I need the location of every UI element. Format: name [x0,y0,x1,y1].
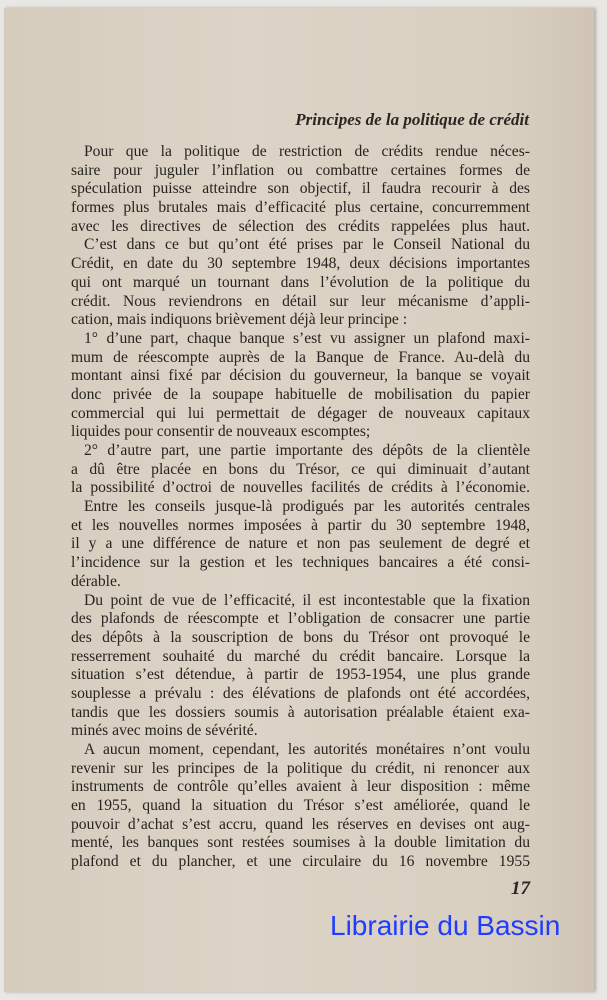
text-line: resserrement souhaité du marché du crédit bancaire. Lorsque la [71,647,530,665]
text-line: avec les directives de sélection des crédits rappelées plus haut. [71,217,530,235]
text-line: Crédit, en date du 30 septembre 1948, deux décisions importantes [71,255,530,273]
text-line: qui ont marqué un tournant dans l’évolution de la politique du [71,273,530,291]
text-line: crédit. Nous reviendrons en détail sur leur mécanisme d’appli- [71,292,530,310]
text-line: la possibilité d’octroi de nouvelles facilités de crédits à l’économie. [71,479,530,497]
text-line: il y a une différence de nature et non pas seulement de degré et [71,535,530,553]
text-line: 2° d’autre part, une partie importante des dépôts de la clientèle [84,442,530,459]
paragraph [71,592,530,742]
text-line: liquides pour consentir de nouveaux escomptes; [71,423,371,441]
text-line: formes plus brutales mais d’efficacité plus certaine, concurremment [71,199,530,217]
paragraph [71,741,530,872]
text-line: Entre les conseils jusque-là prodigués par les autorités centrales [84,498,530,516]
text-line: et les nouvelles normes imposées à partir du 30 septembre 1948, [71,516,530,534]
text-line: instruments de contrôle qu’elles avaient à leur disposition : même [71,778,530,796]
text-line: plafond et du plancher, et une circulaire du 16 novembre 1955 [71,853,530,871]
text-line: montant ainsi fixé par décision du gouverneur, la banque se voyait [71,367,530,385]
text-line: C’est dans ce but qu’ont été prises par le Conseil National du [84,236,530,254]
text-line: cation, mais indiquons brièvement déjà leur principe : [71,311,408,329]
text-line: Pour que la politique de restriction de crédits rendue néces- [84,143,530,160]
text-line: tandis que les dossiers soumis à autorisation préalable étaient exa- [71,703,530,721]
paragraph [71,143,530,236]
paragraph [71,442,530,498]
book-page [4,8,594,992]
text-line: a dû être placée en bons du Trésor, ce qui diminuait d’autant [71,460,530,478]
text-line: menté, les banques sont restées soumises à la double limitation du [71,834,530,852]
text-line: des dépôts à la souscription de bons du Trésor ont provoqué le [71,628,530,646]
text-line: souplesse a prévalu : des élévations de plafonds ont été accordées, [71,684,530,702]
text-line: saire pour juguler l’inflation ou combattre certaines formes de [71,161,530,179]
paragraph [71,498,530,591]
paragraph [71,236,530,329]
page-number: 17 [511,878,530,899]
running-head: Principes de la politique de crédit [295,110,529,129]
text-line: revenir sur les principes de la politique du crédit, ni renoncer aux [71,759,530,777]
text-line: minés avec moins de sévérité. [71,722,258,740]
text-line: Du point de vue de l’efficacité, il est incontestable que la fixation [84,591,530,609]
text-line: des plafonds de réescompte et l’obligation de consacrer une partie [71,610,530,628]
paragraph [71,330,530,442]
text-line: donc privée de la soupape habituelle de mobilisation du papier [71,385,530,403]
text-line: pouvoir d’achat s’est accru, quand les réserves en devises ont aug- [71,815,530,833]
text-line: A aucun moment, cependant, les autorités monétaires n’ont voulu [84,741,530,758]
text-line: l’incidence sur la gestion et les techniques bancaires a été consi- [71,554,530,572]
text-line: situation s’est détendue, à partir de 1953-1954, une plus grande [71,666,530,684]
text-line: mum de réescompte auprès de la Banque de France. Au-delà du [71,348,530,366]
body-text [71,143,530,872]
text-line: en 1955, quand la situation du Trésor s’est améliorée, quand le [71,797,530,815]
text-line: dérable. [71,572,121,590]
watermark: Librairie du Bassin [330,910,561,941]
text-line: commercial qui lui permettait de dégager de nouveaux capitaux [71,404,530,422]
text-line: 1° d’une part, chaque banque s’est vu assigner un plafond maxi- [84,329,530,347]
text-line: spéculation puisse atteindre son objectif, il faudra recourir à des [71,180,530,198]
